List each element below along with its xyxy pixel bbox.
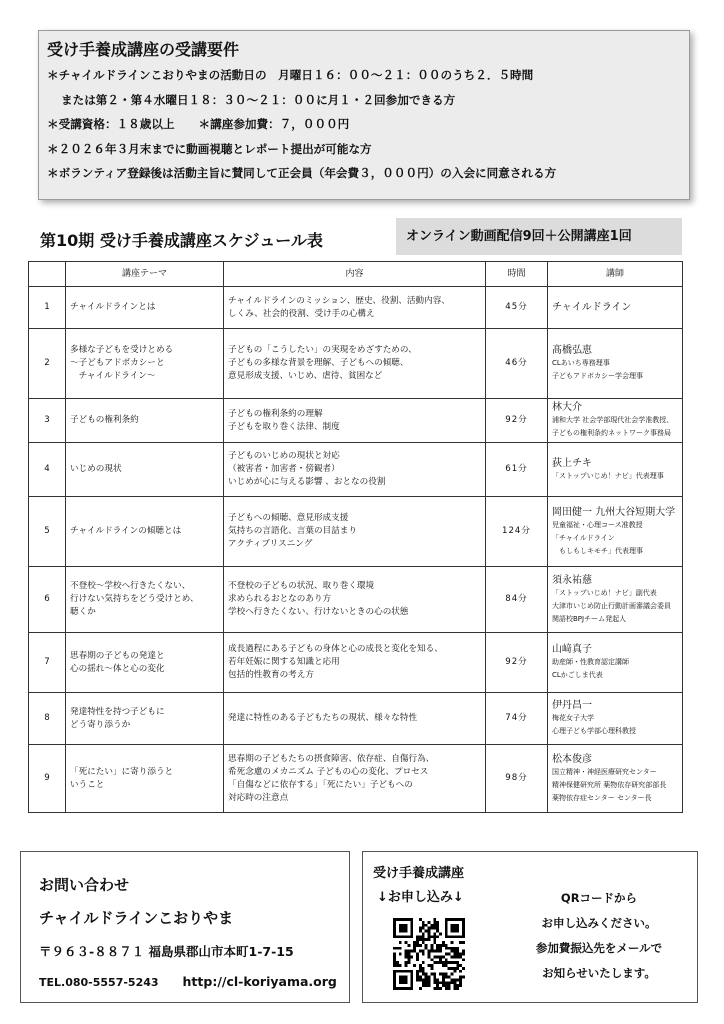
row-number: 1	[29, 287, 66, 329]
content-line: 子どものいじめの現状と対応	[228, 451, 340, 461]
requirements-title: 受け手養成講座の受講要件	[47, 40, 240, 59]
apply-subtitle: ↓お申し込み↓	[377, 890, 464, 905]
table-row	[29, 745, 683, 813]
header-time: 時間	[486, 262, 548, 287]
requirement-line-4: ＊２０２６年３月末までに動画視聴とレポート提出が可能な方	[47, 141, 372, 156]
content-line: 子どもの権利条約の理解	[228, 408, 323, 419]
apply-text-line: QRコードから	[560, 891, 638, 905]
row-content	[224, 287, 486, 329]
content-line: アクティブリスニング	[228, 539, 313, 549]
row-instructor	[548, 633, 683, 693]
content-line: 子どもの「こうしたい」の実現をめざすための、	[228, 345, 417, 355]
content-line: 学校へ行きたくない、行けないときの心の状態	[228, 607, 409, 617]
instructor-line: 国立精神・神経医療研究センター	[552, 767, 657, 776]
row-content	[224, 329, 486, 399]
apply-text-line: お知らせいたします。	[542, 966, 656, 980]
content-line: 気持ちの言語化、言葉の目詰まり	[228, 526, 357, 536]
row-theme	[66, 443, 224, 497]
row-theme	[66, 745, 224, 813]
table-header-row	[29, 262, 683, 287]
row-time: 61分	[486, 443, 548, 497]
theme-line: 不登校～学校へ行きたくない、	[70, 581, 191, 591]
row-theme	[66, 399, 224, 443]
theme-line: 発達特性を持つ子どもに	[70, 706, 165, 717]
instructor-line: 「ストップいじめ！ナビ」副代表	[552, 588, 657, 597]
content-line: いじめが心に与える影響 、おとなの役割	[228, 477, 386, 487]
instructor-line: 「ストップいじめ！ナビ」代表理事	[552, 471, 664, 480]
contact-address: 〒９６３‐８８７１ 福島県郡山市本町1-7-15	[39, 944, 294, 959]
content-line: 求められるおとなのあり方	[228, 594, 332, 604]
instructor-line: 大津市いじめ防止行動計画審議会委員	[552, 601, 671, 610]
requirement-line-2: または第２・第４水曜日１８：３０～２１：００に月１・２回参加できる方	[61, 92, 456, 107]
theme-line: 子どもの権利条約	[70, 415, 139, 425]
header-number	[29, 262, 66, 287]
row-content	[224, 633, 486, 693]
content-line: （被害者・加害者・傍観者）	[228, 464, 340, 474]
table-row	[29, 329, 683, 399]
contact-url-link[interactable]: http://cl-koriyama.org	[182, 974, 337, 989]
content-line: 意見形成支援、いじめ、虐待、貧困など	[228, 371, 383, 381]
content-line: 「自傷などに依存する」「死にたい」子どもへの	[228, 779, 413, 790]
contact-tel: TEL.080-5557-5243	[39, 976, 159, 989]
content-line: 成長過程にある子どもの身体と心の成長と変化を知る、	[228, 644, 443, 654]
qr-code-icon[interactable]	[393, 918, 465, 990]
content-line: チャイルドラインのミッション、歴史、役割、活動内容、	[228, 295, 450, 306]
row-instructor	[548, 693, 683, 745]
instructor-line: 心理子ども学部心理科教授	[552, 727, 636, 735]
schedule-title: 第10期 受け手養成講座スケジュール表	[40, 231, 323, 250]
row-instructor	[548, 745, 683, 813]
row-time: 98分	[486, 745, 548, 813]
table-row	[29, 567, 683, 633]
row-theme	[66, 329, 224, 399]
instructor-line: 髙橋弘恵	[552, 345, 592, 356]
theme-line: 心の揺れ～体と心の変化	[70, 663, 165, 674]
apply-text-line: お申し込みください。	[541, 916, 657, 930]
row-theme	[66, 567, 224, 633]
row-time: 124分	[486, 497, 548, 567]
apply-box	[362, 851, 698, 1003]
content-line: 発達に特性のある子どもたちの現状、様々な特性	[228, 713, 418, 723]
header-instructor: 講師	[548, 262, 683, 287]
instructor-line: 関語校BPJチーム発起人	[552, 614, 627, 623]
row-content	[224, 745, 486, 813]
instructor-line: 精神保健研究所 薬物依存研究部部長	[552, 780, 667, 789]
row-content	[224, 399, 486, 443]
instructor-line: もしもしキモチ」代表理事	[552, 546, 643, 555]
theme-line: チャイルドラインの傾聴とは	[70, 526, 182, 536]
row-number: 7	[29, 633, 66, 693]
requirement-line-5: ＊ボランティア登録後は活動主旨に賛同して正会員（年会費３，０００円）の入会に同意される方	[47, 166, 557, 180]
instructor-line: 松本俊彦	[552, 753, 592, 765]
instructor-line: 荻上チキ	[552, 457, 592, 469]
instructor-line: 「チャイルドライン	[552, 533, 615, 542]
header-content: 内容	[224, 262, 486, 287]
instructor-line: 須永祐慈	[552, 574, 592, 586]
row-content	[224, 567, 486, 633]
row-theme	[66, 633, 224, 693]
row-time: 92分	[486, 633, 548, 693]
table-row	[29, 287, 683, 329]
instructor-line: 伊丹昌一	[552, 700, 592, 711]
row-number: 9	[29, 745, 66, 813]
table-row	[29, 497, 683, 567]
theme-line: どう寄り添うか	[70, 719, 131, 730]
row-theme	[66, 693, 224, 745]
apply-title: 受け手養成講座	[373, 866, 465, 881]
content-line: 対応時の注意点	[228, 792, 289, 803]
theme-line: 聴くか	[70, 607, 96, 617]
instructor-line: 山﨑真子	[552, 644, 592, 655]
contact-box	[20, 851, 350, 1003]
content-line: 子どもへの傾聴、意見形成支援	[228, 513, 349, 523]
content-line: 思春期の子どもたちの摂食障害、依存症、自傷行為、	[228, 753, 435, 764]
instructor-line: 浦和大学 社会学部現代社会学准教授、	[552, 416, 674, 424]
instructor-line: 子どもアドボカシー学会理事	[552, 372, 643, 380]
requirement-line-3	[47, 117, 681, 131]
table-row	[29, 693, 683, 745]
theme-line: ～子どもアドボカシーと	[70, 358, 165, 368]
row-time: 45分	[486, 287, 548, 329]
row-theme	[66, 497, 224, 567]
instructor-line: 薬物依存症センター センター長	[552, 793, 652, 802]
requirement-line-1: ＊チャイルドラインこおりやまの活動日の 月曜日１６：００～２１：００のうち２．５時間	[47, 68, 534, 82]
content-line: 包括的性教育の考え方	[228, 670, 314, 680]
row-content	[224, 693, 486, 745]
row-instructor	[548, 329, 683, 399]
row-instructor	[548, 497, 683, 567]
requirements-box	[38, 30, 690, 200]
instructor-line: チャイルドライン	[552, 302, 632, 313]
row-number: 4	[29, 443, 66, 497]
instructor-line: CLあいち専務理事	[552, 359, 610, 367]
row-time: 74分	[486, 693, 548, 745]
row-time: 46分	[486, 329, 548, 399]
row-number: 3	[29, 399, 66, 443]
theme-line: チャイルドラインとは	[70, 302, 156, 312]
apply-instructions	[513, 886, 685, 986]
apply-text-line: 参加費振込先をメールで	[535, 941, 663, 955]
row-theme	[66, 287, 224, 329]
header-theme: 講座テーマ	[66, 262, 224, 287]
row-instructor	[548, 443, 683, 497]
instructor-line: 児童福祉・心理コース准教授	[552, 520, 643, 529]
content-line: 希死念慮のメカニズム 子どもの心の変化、プロセス	[228, 766, 429, 777]
theme-line: 行けない気持ちをどう受けとめ、	[70, 594, 199, 604]
row-number: 2	[29, 329, 66, 399]
theme-line: いじめの現状	[70, 464, 122, 474]
contact-heading: お問い合わせ	[39, 876, 130, 894]
row-number: 8	[29, 693, 66, 745]
theme-line: チャイルドライン～	[70, 371, 156, 381]
row-content	[224, 443, 486, 497]
content-line: しくみ、社会的役割、受け手の心構え	[228, 308, 375, 319]
content-line: 子どもの多様な背景を理解、子どもへの傾聴、	[228, 358, 409, 368]
instructor-line: 林大介	[552, 402, 582, 413]
instructor-line: 梅花女子大学	[552, 714, 594, 722]
row-instructor	[548, 567, 683, 633]
contact-org-name: チャイルドラインこおりやま	[39, 909, 234, 927]
content-line: 不登校の子どもの状況、取り巻く環境	[228, 581, 375, 591]
row-instructor	[548, 399, 683, 443]
row-time: 84分	[486, 567, 548, 633]
theme-line: 多様な子どもを受けとめる	[70, 345, 174, 355]
requirement-eligibility: ＊受講資格：１８歳以上	[47, 117, 175, 131]
table-row	[29, 443, 683, 497]
theme-line: 「死にたい」に寄り添うと	[70, 766, 174, 777]
row-number: 6	[29, 567, 66, 633]
table-row	[29, 633, 683, 693]
instructor-line: 助産師・性教育認定講師	[552, 658, 629, 666]
theme-line: 思春期の子どもの発達と	[70, 650, 165, 661]
instructor-line: 岡田健一 九州大谷短期大学	[552, 506, 676, 518]
schedule-table	[28, 261, 683, 813]
row-number: 5	[29, 497, 66, 567]
content-line: 子どもを取り巻く法律、制度	[228, 421, 340, 432]
table-row	[29, 399, 683, 443]
content-line: 若年妊娠に関する知識と応用	[228, 657, 340, 667]
contact-row	[39, 974, 349, 989]
row-time: 92分	[486, 399, 548, 443]
online-info-badge: オンライン動画配信9回＋公開講座1回	[396, 218, 682, 255]
row-instructor	[548, 287, 683, 329]
instructor-line: CLかごしま代表	[552, 671, 603, 679]
row-content	[224, 497, 486, 567]
theme-line: いうこと	[70, 779, 105, 790]
instructor-line: 子どもの権利条約ネットワーク事務局	[552, 429, 671, 437]
requirement-fee: ＊講座参加費：７，０００円	[198, 117, 350, 131]
